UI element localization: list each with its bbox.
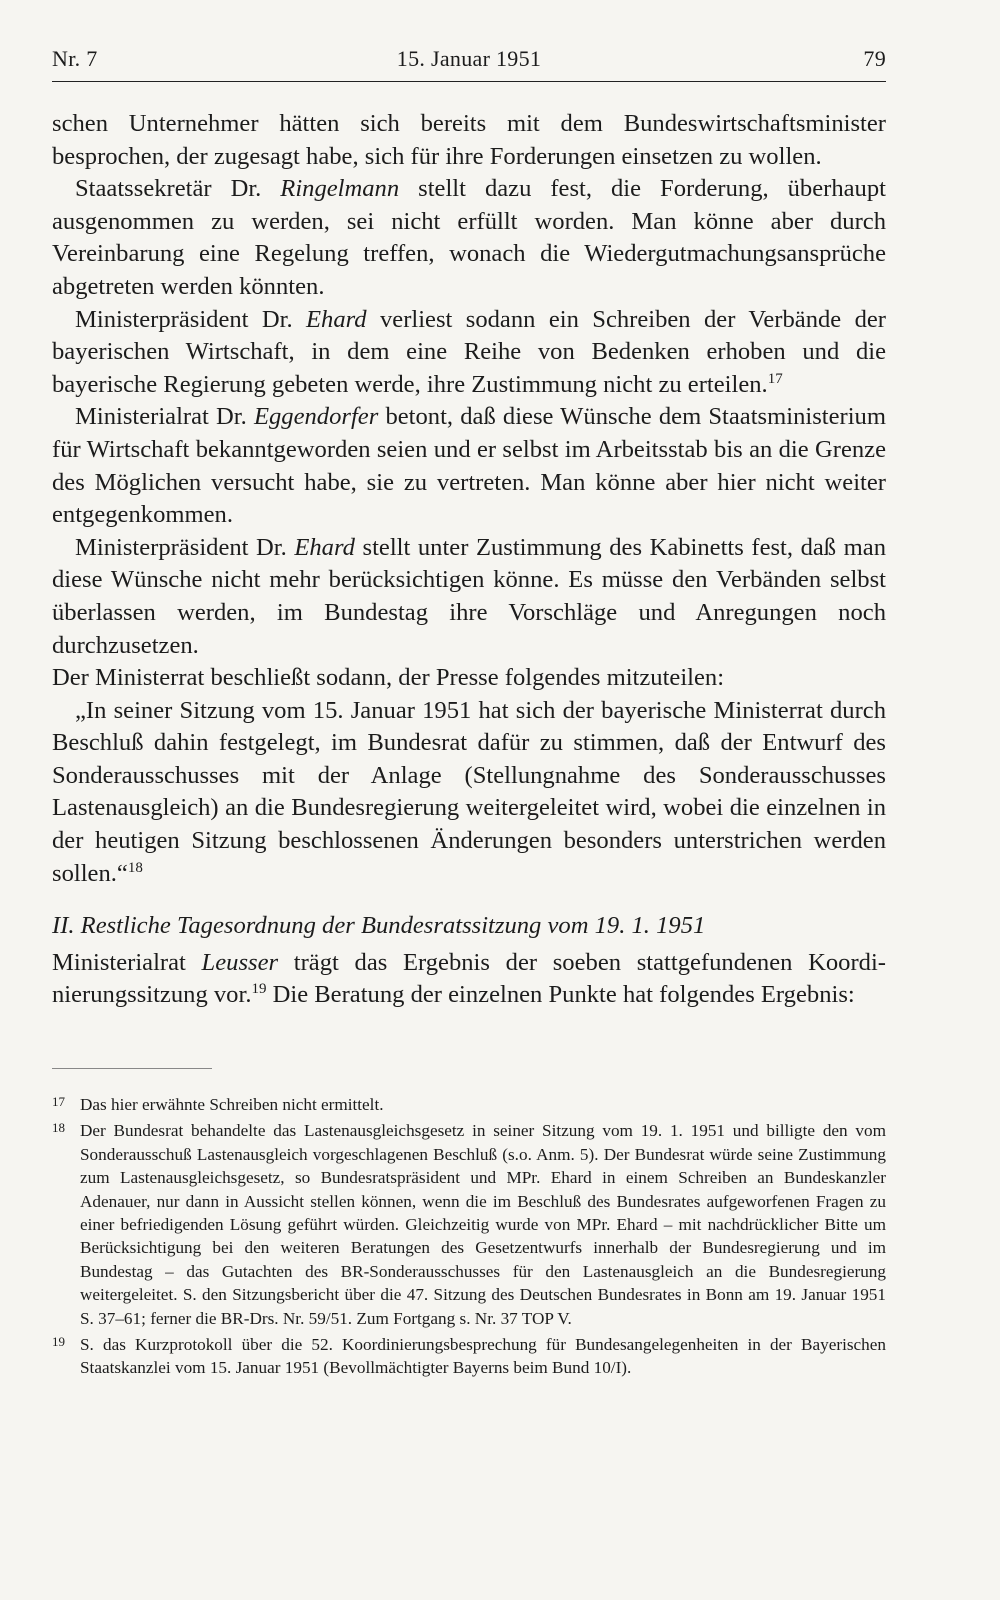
press-statement: „In seiner Sitzung vom 15. Januar 1951 hat sich der bayerische Ministerrat durch Beschluß dahin festgelegt, im Bundesrat dafür zu stimmen, daß der Entwurf des Sonderausschusses mit der Anlage (Stellungnahme des Sonderausschusses Lastenausgleich) an die Bundesregierung weitergeleitet wird, wobei die einzelnen in der heutigen Sitzung beschlossenen Änderungen besonders unterstrichen werden sollen.“$^{18}$	[52, 696, 886, 887]
footnote-ref: 17	[767, 370, 783, 387]
footnote-ref: 19	[251, 981, 267, 998]
paragraph: Staatssekretär Dr. Ringelmann stellt dazu fest, die Forderung, überhaupt ausgenommen zu werden, sei nicht erfüllt worden. Man könne aber durch Vereinbarung eine Regelung treffen, wonach die Wiedergutmachungsansprüche abgetreten werden könnten.	[52, 175, 886, 300]
paragraph: Der Ministerrat beschließt sodann, der Presse folgendes mitzuteilen:	[52, 664, 725, 692]
header-rule	[52, 81, 886, 82]
section-heading: II. Restliche Tagesordnung der Bundesratssitzung vom 19. 1. 1951	[52, 912, 706, 940]
running-header	[52, 40, 886, 80]
paragraph: Ministerpräsident Dr. Ehard verliest sodann ein Schreiben der Verbände der bayerischen Wirtschaft, in dem eine Reihe von Bedenken erhoben und die bayerische Regierung gebeten werde, ihre Zustimmung nicht zu erteilen.$^{17}$	[52, 305, 886, 398]
person-name: Ehard	[294, 533, 355, 561]
paragraph: Ministerpräsident Dr. Ehard stellt unter Zustimmung des Kabinetts fest, daß man diese Wünsche nicht mehr berücksichtigen könne. Es müsse den Verbänden selbst überlassen werden, im Bundestag ihre Vorschläge und Anregungen noch durchzusetzen.	[52, 533, 887, 659]
header-date: 15. Januar 1951	[396, 46, 542, 71]
paragraph: schen Unternehmer hätten sich bereits mit dem Bundeswirtschaftsminister besprochen, der zugesagt habe, sich für ihre Forderungen einsetzen zu wollen.	[52, 110, 886, 170]
footnote-number: 17	[52, 1094, 65, 1109]
footnote-text: S. das Kurzprotokoll über die 52. Koordinierungsbesprechung für Bundesangelegenheiten in der Bayerischen Staatskanzlei vom 15. Januar 1951 (Bevollmächtigter Bayerns beim Bund 10/I).	[80, 1335, 886, 1378]
issue-number: Nr. 7	[52, 46, 98, 71]
person-name: Ringelmann	[280, 175, 400, 203]
footnote-number: 19	[52, 1334, 65, 1350]
person-name: Eggendorfer	[253, 403, 379, 431]
page-number: 79	[863, 46, 886, 71]
footnote	[52, 1093, 886, 1116]
footnote	[52, 1119, 886, 1330]
body-text	[52, 108, 886, 1012]
footnote-text: Der Bundesrat behandelte das Lastenausgleichsgesetz in seiner Sitzung vom 19. 1. 1951 und billigte den vom Sonderausschuß Lastenausgleich vorgeschlagenen Beschluß (s.o. Anm. 5). Der Bundesrat würde seine Zustimmung zum Lastenausgleichsgesetz, so Bundesratspräsident und MPr. Ehard in einem Schreiben an Bundeskanzler Adenauer, nur dann in Aussicht stellen können, wenn die im Beschluß des Bundesrates aufgeworfenen Fragen zu einer befriedigenden Lösung geführt würden. Gleichzeitig wurde von MPr. Ehard – mit nachdrücklicher Bitte um Berücksichtigung bei den weiteren Beratungen des Gesetzentwurfs innerhalb der Bundesregierung und im Bundestag – das Gutachten des BR-Sonderausschusses für den Lastenausgleich an die Bundesregierung weitergeleitet. S. den Sitzungsbericht über die 47. Sitzung des Deutschen Bundesrates in Bonn am 19. Januar 1951 S. 37–61; ferner die BR-Drs. Nr. 59/51. Zum Fortgang s. Nr. 37 TOP V.	[80, 1121, 886, 1328]
person-name: Leusser	[201, 948, 279, 976]
footnotes	[52, 1093, 886, 1383]
footnote-ref: 18	[127, 859, 143, 876]
paragraph: Ministerialrat Dr. Eggendorfer betont, daß diese Wünsche dem Staatsministerium für Wirtschaft bekanntgeworden seien und er selbst im Arbeitsstab bis an die Grenze des Möglichen versucht habe, sie zu vertreten. Man könne aber hier nicht weiter entgegenkommen.	[52, 403, 886, 529]
footnote-number: 18	[52, 1120, 65, 1136]
footnote-text: Das hier erwähnte Schreiben nicht ermittelt.	[80, 1095, 384, 1114]
person-name: Ehard	[306, 305, 367, 333]
footnote	[52, 1333, 886, 1380]
footnote-rule	[52, 1068, 212, 1069]
paragraph: Ministerialrat Leusser trägt das Ergebnis der soeben stattgefundenen Koordinierungssitzung vor.$^{19}$ Die Beratung der einzelnen Punkte hat folgendes Ergebnis:	[52, 948, 886, 1009]
